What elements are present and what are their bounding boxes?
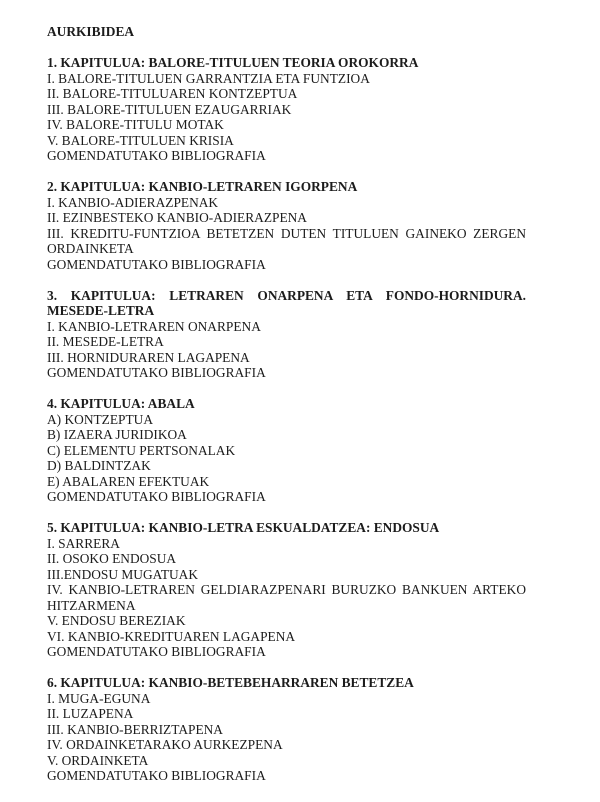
toc-entry: II. OSOKO ENDOSUA bbox=[47, 551, 177, 566]
toc-entry: III. KANBIO-BERRIZTAPENA bbox=[47, 721, 223, 737]
toc-entry: II. MESEDE-LETRA bbox=[47, 334, 164, 349]
toc-entry: I. SARRERA bbox=[47, 535, 120, 551]
toc-entry: IV. BALORE-TITULU MOTAK bbox=[47, 117, 224, 132]
chapter-5 bbox=[47, 520, 526, 660]
chapter-heading: 3. KAPITULUA: LETRAREN ONARPENA ETA FONDO-HORNIDURA. MESEDE-LETRA bbox=[47, 287, 526, 318]
toc-entry-bibliography: GOMENDATUTAKO BIBLIOGRAFIA bbox=[47, 768, 266, 783]
chapter-heading: 4. KAPITULUA: ABALA bbox=[47, 396, 195, 411]
chapter-1 bbox=[47, 55, 526, 164]
toc-entry: C) ELEMENTU PERTSONALAK bbox=[47, 442, 236, 458]
toc-entry: III.ENDOSU MUGATUAK bbox=[47, 566, 199, 582]
chapter-4 bbox=[47, 396, 526, 505]
toc-entry-bibliography: GOMENDATUTAKO BIBLIOGRAFIA bbox=[47, 256, 266, 272]
toc-entry: I. BALORE-TITULUEN GARRANTZIA ETA FUNTZIOA bbox=[47, 70, 370, 86]
toc-entry: IV. ORDAINKETARAKO AURKEZPENA bbox=[47, 737, 283, 752]
toc-entry: II. EZINBESTEKO KANBIO-ADIERAZPENA bbox=[47, 210, 307, 225]
chapter-heading: 2. KAPITULUA: KANBIO-LETRAREN IGORPENA bbox=[47, 179, 358, 194]
toc-entry: III. HORNIDURAREN LAGAPENA bbox=[47, 349, 250, 365]
toc-entry: I. KANBIO-LETRAREN ONARPENA bbox=[47, 318, 261, 334]
chapter-heading: 6. KAPITULUA: KANBIO-BETEBEHARRAREN BETETZEA bbox=[47, 675, 414, 690]
toc-entry: I. MUGA-EGUNA bbox=[47, 690, 151, 706]
toc-entry: III. BALORE-TITULUEN EZAUGARRIAK bbox=[47, 101, 292, 117]
toc-entry: II. BALORE-TITULUAREN KONTZEPTUA bbox=[47, 86, 298, 101]
toc-entry-bibliography: GOMENDATUTAKO BIBLIOGRAFIA bbox=[47, 489, 266, 504]
toc-entry: B) IZAERA JURIDIKOA bbox=[47, 427, 187, 442]
chapter-heading: 1. KAPITULUA: BALORE-TITULUEN TEORIA OROKORRA bbox=[47, 55, 419, 70]
toc-entry: V. ENDOSU BEREZIAK bbox=[47, 613, 186, 628]
chapter-2 bbox=[47, 179, 526, 272]
toc-entry: III. KREDITU-FUNTZIOA BETETZEN DUTEN TITULUEN GAINEKO ZERGEN ORDAINKETA bbox=[47, 225, 526, 256]
toc-entry: VI. KANBIO-KREDITUAREN LAGAPENA bbox=[47, 628, 296, 644]
toc-entry-bibliography: GOMENDATUTAKO BIBLIOGRAFIA bbox=[47, 644, 266, 659]
toc-entry: D) BALDINTZAK bbox=[47, 458, 151, 473]
toc-entry-bibliography: GOMENDATUTAKO BIBLIOGRAFIA bbox=[47, 148, 266, 163]
table-of-contents bbox=[47, 24, 526, 784]
toc-entry: I. KANBIO-ADIERAZPENAK bbox=[47, 194, 219, 210]
toc-entry: II. LUZAPENA bbox=[47, 706, 134, 721]
toc-entry: V. BALORE-TITULUEN KRISIA bbox=[47, 132, 234, 148]
toc-entry: A) KONTZEPTUA bbox=[47, 411, 153, 427]
chapter-3 bbox=[47, 288, 526, 381]
chapter-6 bbox=[47, 675, 526, 784]
toc-entry-bibliography: GOMENDATUTAKO BIBLIOGRAFIA bbox=[47, 365, 266, 380]
toc-entry: E) ABALAREN EFEKTUAK bbox=[47, 473, 210, 489]
toc-entry: IV. KANBIO-LETRAREN GELDIARAZPENARI BURUZKO BANKUEN ARTEKO HITZARMENA bbox=[47, 582, 526, 613]
toc-entry: V. ORDAINKETA bbox=[47, 752, 149, 768]
chapter-heading: 5. KAPITULUA: KANBIO-LETRA ESKUALDATZEA: ENDOSUA bbox=[47, 520, 440, 535]
toc-title: AURKIBIDEA bbox=[47, 24, 135, 39]
